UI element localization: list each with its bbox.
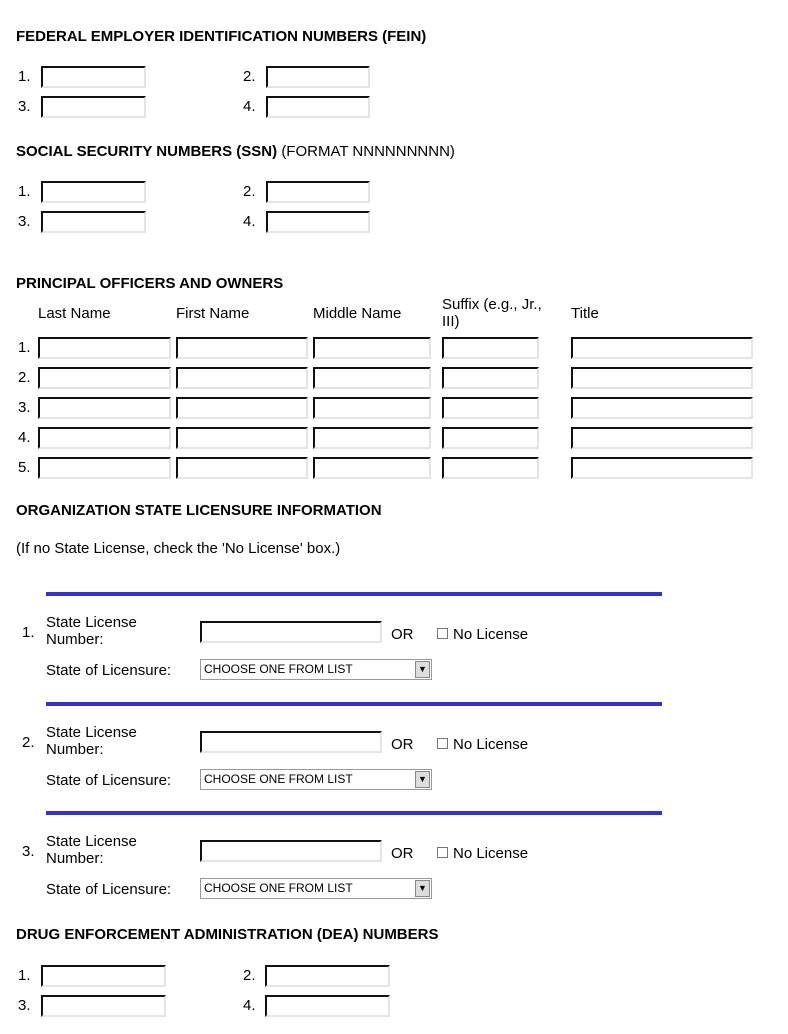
license-number-label-line2: Number: [46,631,104,648]
license-row-label: 3. [22,843,35,860]
officer-first-name-input[interactable] [176,457,308,479]
license-number-input[interactable] [200,731,382,753]
col-last-name: Last Name [38,305,111,322]
dea-label-4: 4. [243,997,256,1014]
select-value: CHOOSE ONE FROM LIST [204,662,353,676]
officer-suffix-input[interactable] [442,337,539,359]
no-license-label: No License [453,736,529,753]
officer-suffix-input[interactable] [442,457,539,479]
state-of-licensure-label: State of Licensure: [46,772,172,789]
ssn-title: SOCIAL SECURITY NUMBERS (SSN) [16,143,278,160]
ssn-label-4: 4. [243,213,256,230]
fein-label-1: 1. [18,68,31,85]
fein-label-4: 4. [243,98,256,115]
no-license-checkbox[interactable] [437,847,448,858]
ssn-label-1: 1. [18,183,31,200]
dea-input-4[interactable] [265,995,390,1017]
or-label: OR [391,845,414,862]
officer-last-name-input[interactable] [38,337,171,359]
license-number-label-line2: Number: [46,741,104,758]
officers-heading: PRINCIPAL OFFICERS AND OWNERS [16,275,284,292]
officer-middle-name-input[interactable] [313,457,431,479]
ssn-format: (FORMAT NNNNNNNNN) [281,143,455,160]
col-suffix [442,296,542,330]
dea-label-2: 2. [243,967,256,984]
no-license-label: No License [453,845,529,862]
dea-input-3[interactable] [41,995,166,1017]
dea-heading: DRUG ENFORCEMENT ADMINISTRATION (DEA) NUMBERS [16,926,439,943]
license-number-label-line2: Number: [46,850,104,867]
no-license-checkbox[interactable] [437,628,448,639]
or-label: OR [391,736,414,753]
fein-label-3: 3. [18,98,31,115]
fein-input-1[interactable] [41,66,146,88]
fein-label-2: 2. [243,68,256,85]
officer-row-label: 3. [18,399,31,416]
state-of-licensure-label: State of Licensure: [46,662,172,679]
col-middle-name: Middle Name [313,305,402,322]
chevron-down-icon[interactable]: ▼ [415,880,430,897]
state-of-licensure-select[interactable] [200,659,432,680]
officer-last-name-input[interactable] [38,397,171,419]
officer-title-input[interactable] [571,367,753,389]
col-title: Title [571,305,599,322]
fein-input-3[interactable] [41,96,146,118]
officer-middle-name-input[interactable] [313,427,431,449]
officer-middle-name-input[interactable] [313,337,431,359]
officer-row-label: 5. [18,459,31,476]
license-number-label [46,724,137,758]
col-suffix-line2: III) [442,313,460,330]
section-divider [46,811,662,815]
officer-title-input[interactable] [571,337,753,359]
ssn-label-3: 3. [18,213,31,230]
section-divider [46,592,662,596]
license-number-input[interactable] [200,840,382,862]
ssn-label-2: 2. [243,183,256,200]
no-license-label: No License [453,626,529,643]
officer-suffix-input[interactable] [442,427,539,449]
select-value: CHOOSE ONE FROM LIST [204,772,353,786]
ssn-input-2[interactable] [266,181,370,203]
chevron-down-icon[interactable]: ▼ [415,661,430,678]
officer-middle-name-input[interactable] [313,367,431,389]
license-number-label [46,614,137,648]
state-of-licensure-select[interactable] [200,878,432,899]
fein-input-2[interactable] [266,66,370,88]
chevron-down-icon[interactable]: ▼ [415,771,430,788]
state-of-licensure-select[interactable] [200,769,432,790]
license-number-label-line1: State License [46,724,137,741]
license-row-label: 1. [22,624,35,641]
no-license-checkbox[interactable] [437,738,448,749]
fein-heading: FEDERAL EMPLOYER IDENTIFICATION NUMBERS (FEIN) [16,28,427,45]
license-number-label-line1: State License [46,833,137,850]
fein-input-4[interactable] [266,96,370,118]
officer-first-name-input[interactable] [176,337,308,359]
ssn-heading [16,143,455,160]
officer-row-label: 4. [18,429,31,446]
officer-middle-name-input[interactable] [313,397,431,419]
officer-first-name-input[interactable] [176,427,308,449]
license-row-label: 2. [22,734,35,751]
officer-last-name-input[interactable] [38,427,171,449]
licensure-heading: ORGANIZATION STATE LICENSURE INFORMATION [16,502,382,519]
officer-last-name-input[interactable] [38,367,171,389]
dea-input-1[interactable] [41,965,166,987]
officer-suffix-input[interactable] [442,367,539,389]
licensure-note: (If no State License, check the 'No License' box.) [16,540,341,557]
license-number-label [46,833,137,867]
col-suffix-line1: Suffix (e.g., Jr., [442,296,542,313]
officer-row-label: 1. [18,339,31,356]
section-divider [46,702,662,706]
officer-title-input[interactable] [571,397,753,419]
license-number-label-line1: State License [46,614,137,631]
officer-first-name-input[interactable] [176,367,308,389]
dea-label-3: 3. [18,997,31,1014]
officer-title-input[interactable] [571,457,753,479]
ssn-input-3[interactable] [41,211,146,233]
dea-input-2[interactable] [265,965,390,987]
dea-label-1: 1. [18,967,31,984]
officer-suffix-input[interactable] [442,397,539,419]
officer-title-input[interactable] [571,427,753,449]
or-label: OR [391,626,414,643]
ssn-input-4[interactable] [266,211,370,233]
officer-last-name-input[interactable] [38,457,171,479]
officer-row-label: 2. [18,369,31,386]
state-of-licensure-label: State of Licensure: [46,881,172,898]
select-value: CHOOSE ONE FROM LIST [204,881,353,895]
officer-first-name-input[interactable] [176,397,308,419]
ssn-input-1[interactable] [41,181,146,203]
col-first-name: First Name [176,305,250,322]
license-number-input[interactable] [200,621,382,643]
